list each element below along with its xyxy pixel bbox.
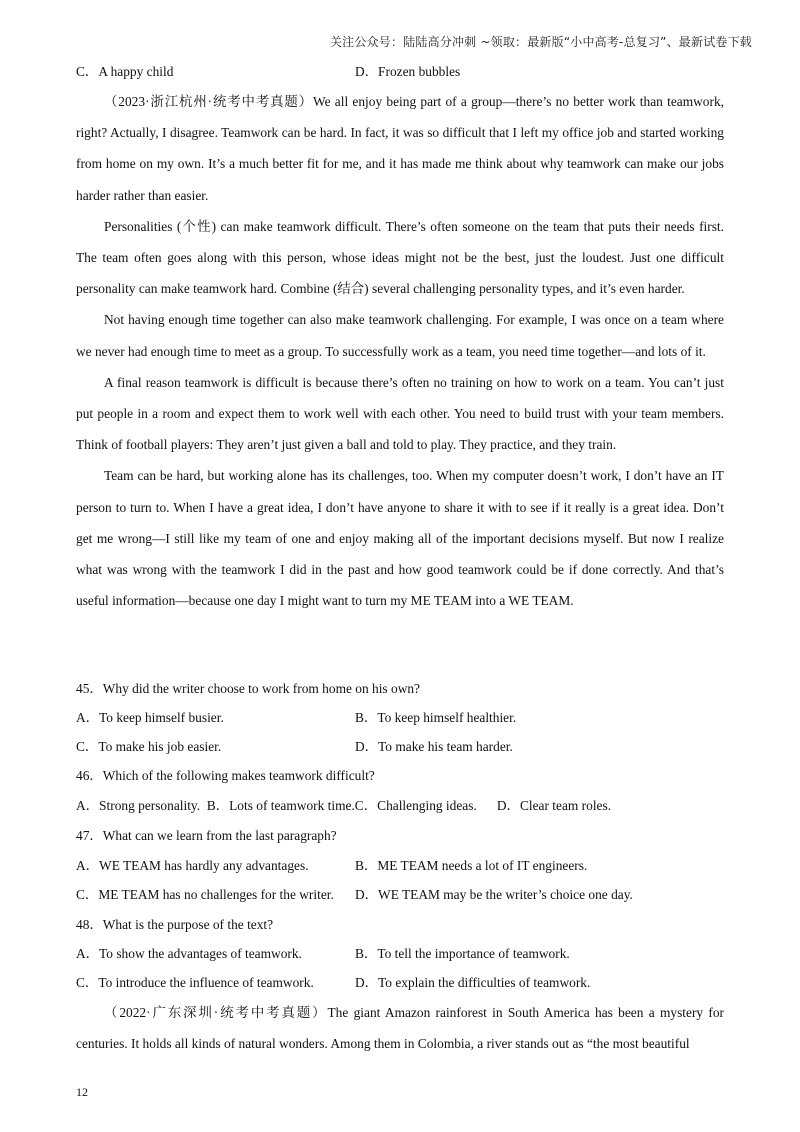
passage-1-paragraph: Personalities (个性) can make teamwork difficult. There’s often someone on the team that puts their needs first. The team often goes along with this person, whose ideas might not be the best, just the loudest. Just one difficult personality can make teamwork hard. Combine (结合) several challenging personality types, and it’s even harder. <box>76 218 724 297</box>
passage-2 <box>76 997 724 1059</box>
page-number: 12 <box>76 1085 88 1099</box>
question-48-option-c: C．To introduce the influence of teamwork. <box>76 975 314 990</box>
question-47-option-d: D．WE TEAM may be the writer’s choice one day. <box>355 887 633 902</box>
question-48-option-b: B．To tell the importance of teamwork. <box>355 946 570 961</box>
question-47-stem: 47．What can we learn from the last paragraph? <box>76 828 337 843</box>
option-d-prev: D．Frozen bubbles <box>355 64 461 79</box>
question-45-option-a: A．To keep himself busier. <box>76 710 224 725</box>
passage-1-paragraph: Not having enough time together can also make teamwork challenging. For example, I was once on a team where we never had enough time to meet as a group. To successfully work as a team, you need time together—and lots of it. <box>76 312 724 359</box>
question-47-option-b: B．ME TEAM needs a lot of IT engineers. <box>355 858 588 873</box>
question-48-option-d: D．To explain the difficulties of teamwork. <box>355 975 591 990</box>
option-c-prev: C．A happy child <box>76 64 174 79</box>
passage-1-paragraph: A final reason teamwork is difficult is because there’s often no training on how to work on a team. You can’t just put people in a room and expect them to work well with each other. You need to build trust with your team members. Think of football players: They aren’t just given a ball and told to play. They practice, and they train. <box>76 374 724 453</box>
question-47-option-c: C．ME TEAM has no challenges for the writer. <box>76 887 334 902</box>
question-47-option-a: A．WE TEAM has hardly any advantages. <box>76 858 309 873</box>
passage-1-paragraph: （2023·浙江杭州·统考中考真题）We all enjoy being part of a group—there’s no better work than teamwork, right? Actually, I disagree. Teamwork can be hard. In fact, it was so difficult that I left my office job and started working from home on my own. It’s a much better fit for me, and it has made me think about why teamwork can make our jobs harder rather than easier. <box>76 94 724 203</box>
question-45-stem: 45．Why did the writer choose to work from home on his own? <box>76 681 420 696</box>
question-45-option-b: B．To keep himself healthier. <box>355 710 517 725</box>
passage-1-paragraph: Team can be hard, but working alone has its challenges, too. When my computer doesn’t work, I don’t have an IT person to turn to. When I have a great idea, I don’t have anyone to share it with to see if it really is a great idea. Don’t get me wrong—I still like my team of one and enjoy making all of the important decisions myself. But now I realize what was wrong with the teamwork I did in the past and how good teamwork could be if done correctly. And that’s useful information—because one day I might want to turn my ME TEAM into a WE TEAM. <box>76 468 724 609</box>
question-45-option-c: C．To make his job easier. <box>76 739 222 754</box>
question-46-options: A．Strong personality. B．Lots of teamwork time.C．Challenging ideas. D．Clear team roles. <box>76 798 612 813</box>
question-48-option-a: A．To show the advantages of teamwork. <box>76 946 302 961</box>
passage-2-intro: （2022·广东深圳·统考中考真题）The giant Amazon rainforest in South America has been a mystery for centuries. It holds all kinds of natural wonders. Among them in Colombia, a river stands out as “the most beautiful <box>76 1005 724 1052</box>
question-45-option-d: D．To make his team harder. <box>355 739 513 754</box>
passage-1 <box>76 86 724 616</box>
question-48-stem: 48．What is the purpose of the text? <box>76 917 274 932</box>
question-46-stem: 46．Which of the following makes teamwork difficult? <box>76 768 375 783</box>
page-header: 关注公众号：陆陆高分冲刺 ~领取：最新版“小中高考-总复习”、最新试卷下载 <box>329 35 752 49</box>
